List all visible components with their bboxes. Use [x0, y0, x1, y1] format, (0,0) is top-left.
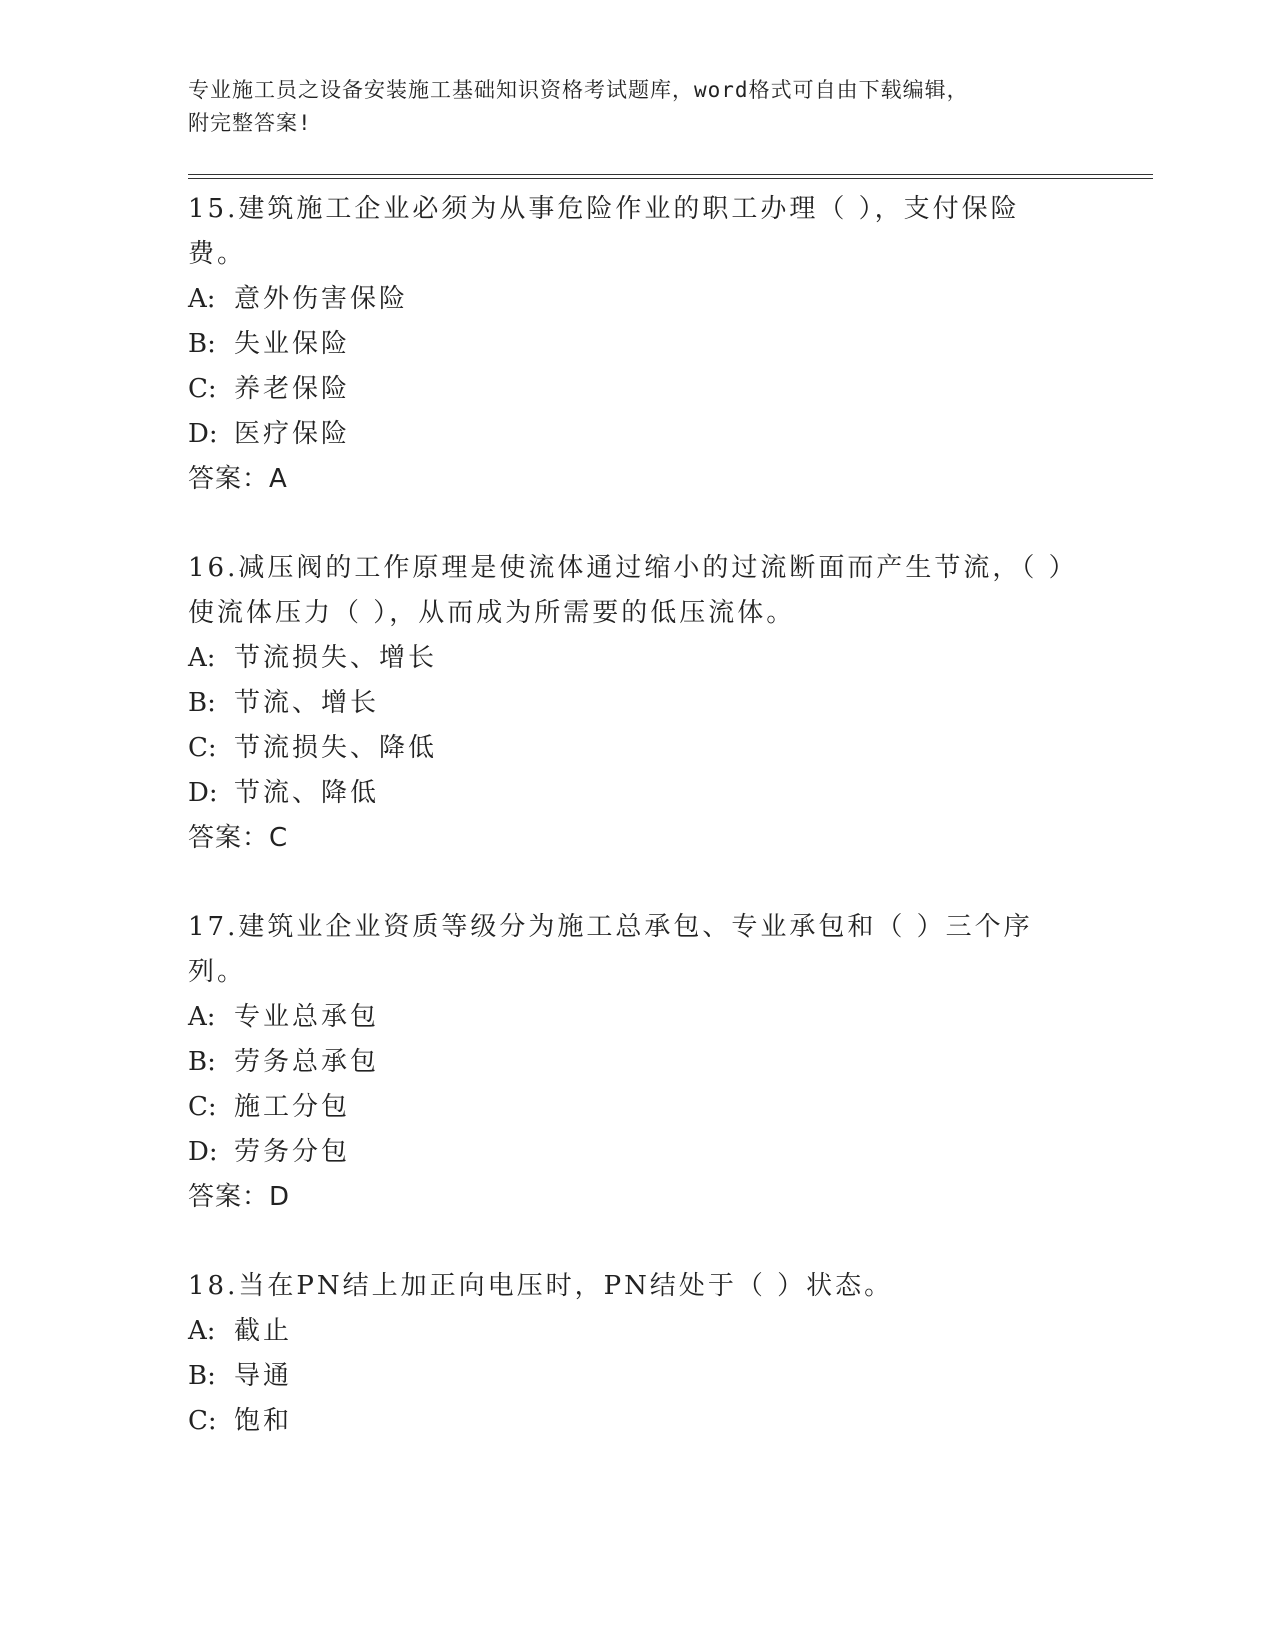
option-key: C: — [188, 1092, 217, 1122]
option-key: B: — [188, 1361, 216, 1391]
question-text: 15.建筑施工企业必须为从事危险作业的职工办理（ ），支付保险费。 — [188, 194, 1020, 269]
option-a — [188, 636, 1148, 681]
question-17 — [188, 905, 1148, 1220]
option-key: C: — [188, 1406, 217, 1436]
option-b — [188, 322, 1148, 367]
option-text: 节流、降低 — [234, 778, 380, 808]
option-text: 失业保险 — [234, 329, 351, 359]
option-text: 意外伤害保险 — [234, 284, 409, 314]
option-text: 施工分包 — [234, 1092, 351, 1122]
option-key: B: — [188, 1047, 216, 1077]
option-text: 劳务分包 — [234, 1137, 351, 1167]
option-key: C: — [188, 733, 217, 763]
option-text: 专业总承包 — [234, 1002, 380, 1032]
option-a — [188, 1309, 1148, 1354]
option-text: 截止 — [234, 1316, 293, 1346]
option-b — [188, 1354, 1148, 1399]
option-text: 养老保险 — [234, 374, 351, 404]
question-text: 17.建筑业企业资质等级分为施工总承包、专业承包和（ ）三个序列。 — [188, 912, 1033, 987]
option-text: 节流损失、降低 — [234, 733, 438, 763]
option-d — [188, 1130, 1148, 1175]
option-c — [188, 1085, 1148, 1130]
option-b — [188, 1040, 1148, 1085]
option-a — [188, 995, 1148, 1040]
document-page — [188, 74, 1148, 1488]
question-list — [188, 187, 1148, 1444]
question-18 — [188, 1264, 1148, 1444]
option-key: D: — [188, 419, 218, 449]
option-d — [188, 412, 1148, 457]
option-text: 导通 — [234, 1361, 293, 1391]
header-line-2: 附完整答案! — [188, 111, 312, 135]
option-key: A: — [188, 1316, 216, 1346]
option-text: 医疗保险 — [234, 419, 351, 449]
option-text: 劳务总承包 — [234, 1047, 380, 1077]
header-divider — [188, 174, 1153, 179]
question-15 — [188, 187, 1148, 502]
document-header — [188, 74, 1148, 140]
answer-text: 答案：D — [188, 1182, 291, 1212]
question-16 — [188, 546, 1148, 861]
option-text: 节流、增长 — [234, 688, 380, 718]
option-text: 节流损失、增长 — [234, 643, 438, 673]
option-key: A: — [188, 284, 216, 314]
option-d — [188, 771, 1148, 816]
option-key: B: — [188, 329, 216, 359]
option-a — [188, 277, 1148, 322]
question-text: 16.减压阀的工作原理是使流体通过缩小的过流断面而产生节流，（ ）使流体压力（ ），从而成为所需要的低压流体。 — [188, 553, 1065, 628]
option-b — [188, 681, 1148, 726]
answer-text: 答案：A — [188, 464, 288, 494]
option-c — [188, 726, 1148, 771]
option-key: C: — [188, 374, 217, 404]
header-line-1: 专业施工员之设备安装施工基础知识资格考试题库，word格式可自由下载编辑， — [188, 78, 969, 102]
option-text: 饱和 — [234, 1406, 293, 1436]
option-key: D: — [188, 778, 218, 808]
option-key: B: — [188, 688, 216, 718]
option-c — [188, 1399, 1148, 1444]
option-key: A: — [188, 643, 216, 673]
question-text: 18.当在PN结上加正向电压时，PN结处于（ ）状态。 — [188, 1271, 894, 1301]
option-key: D: — [188, 1137, 218, 1167]
option-key: A: — [188, 1002, 216, 1032]
answer-text: 答案：C — [188, 823, 289, 853]
option-c — [188, 367, 1148, 412]
